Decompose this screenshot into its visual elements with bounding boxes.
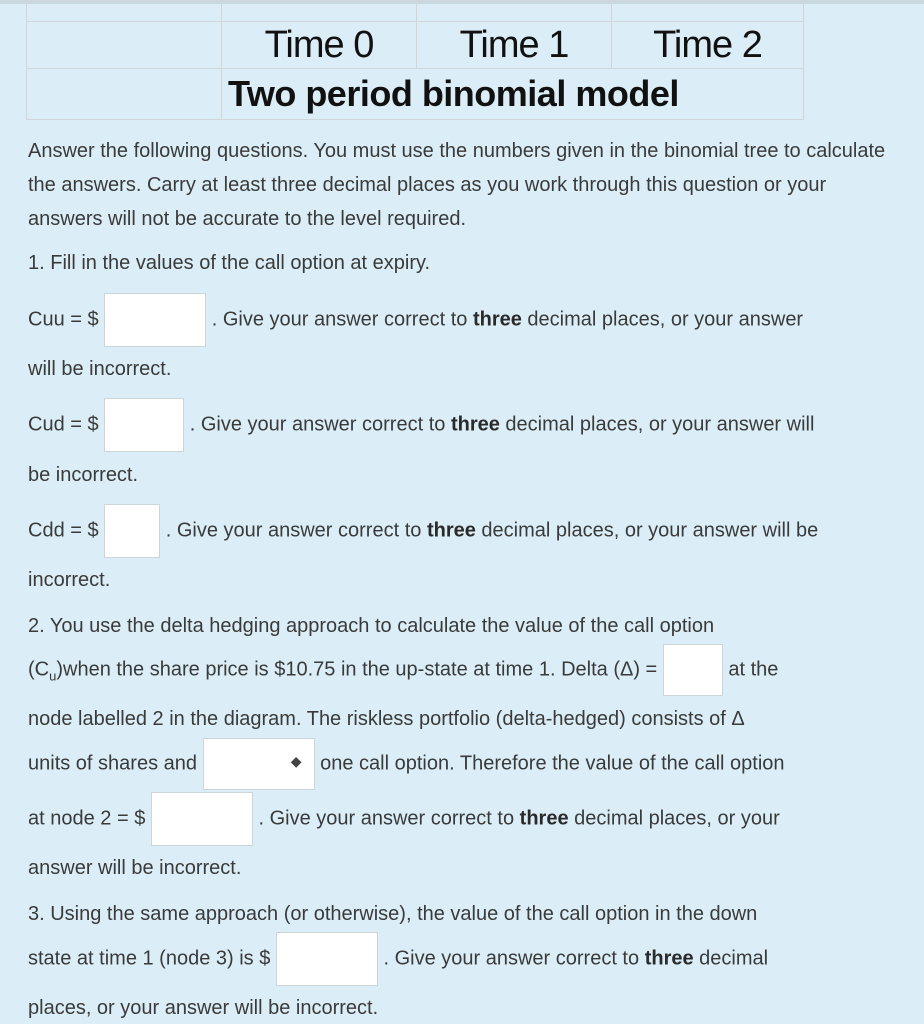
cdd-row: Cdd = $ . Give your answer correct to three decimal places, or your answer will be	[28, 504, 818, 558]
q2-line1: 2. You use the delta hedging approach to calculate the value of the call option	[28, 615, 715, 637]
intro-text: Answer the following questions. You must use the numbers given in the binomial tree to calculate the answers. Carry at least three decimal places as you work through this question or your answers will not be accurate to the level required.	[28, 140, 886, 230]
node3-input[interactable]	[276, 932, 378, 986]
cuu-label: Cuu = $	[28, 308, 99, 331]
q2-line4: units of shares and ◆ one call option. Therefore the value of the call option	[28, 738, 785, 790]
model-title: Two period binomial model	[222, 69, 804, 120]
cuu-input[interactable]	[104, 293, 206, 347]
cud-label: Cud = $	[28, 413, 99, 436]
delta-input[interactable]	[663, 644, 723, 696]
q1-text: 1. Fill in the values of the call option at expiry.	[28, 252, 431, 274]
node2-input[interactable]	[151, 792, 253, 846]
time0-label: Time 0	[222, 22, 417, 69]
q2-line5: at node 2 = $ . Give your answer correct to three decimal places, or your	[28, 792, 780, 846]
long-short-select[interactable]	[203, 738, 315, 790]
q3-line1: 3. Using the same approach (or otherwise), the value of the call option in the down	[28, 903, 758, 925]
q2-line6: answer will be incorrect.	[28, 857, 242, 879]
cuu-row: Cuu = $ . Give your answer correct to three decimal places, or your answer	[28, 293, 803, 347]
cdd-label: Cdd = $	[28, 519, 99, 542]
q2-line3: node labelled 2 in the diagram. The riskless portfolio (delta-hedged) consists of Δ	[28, 708, 745, 730]
cud-row: Cud = $ . Give your answer correct to three decimal places, or your answer will	[28, 398, 814, 452]
up-down-arrow-icon: ◆	[290, 753, 302, 769]
cud-input[interactable]	[104, 398, 184, 452]
q3-line2: state at time 1 (node 3) is $ . Give your answer correct to three decimal	[28, 932, 768, 986]
time2-label: Time 2	[612, 22, 804, 69]
q3-line3: places, or your answer will be incorrect.	[28, 997, 379, 1019]
time1-label: Time 1	[417, 22, 612, 69]
binomial-header-table	[26, 0, 804, 120]
cdd-input[interactable]	[104, 504, 160, 558]
q2-line2: $(C_u)when$ the share price is $10.75 in the up-state at time 1. Delta (Δ) = at the	[28, 644, 778, 696]
